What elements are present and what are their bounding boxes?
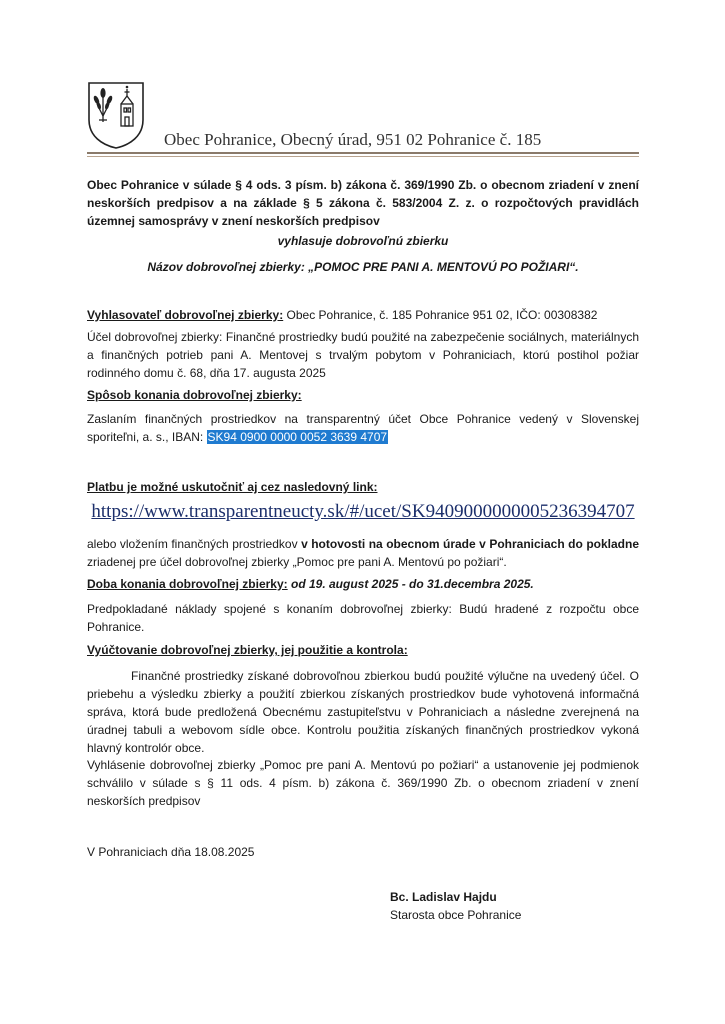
- iban-value[interactable]: SK94 0900 0000 0052 3639 4707: [207, 430, 388, 444]
- duration-value: od 19. august 2025 - do 31.decembra 2025.: [287, 577, 534, 591]
- cash-text-start: alebo vložením finančných prostriedkov: [87, 537, 302, 551]
- duration-line: [87, 575, 639, 593]
- transparent-account-link[interactable]: https://www.transparentneucty.sk/#/ucet/SK9409000000005236394707: [91, 501, 635, 522]
- intro-paragraph: Obec Pohranice v súlade § 4 ods. 3 písm. b) zákona č. 369/1990 Zb. o obecnom zriadení v znení neskorších predpisov a na základe § 5 zákona č. 583/2004 Z. z. o rozpočtových pravidlách územnej samosprávy v znení neskorších predpisov: [87, 178, 639, 228]
- method-paragraph: [87, 410, 639, 446]
- organizer-line: [87, 306, 639, 324]
- duration-label: Doba konania dobrovoľnej zbierky:: [87, 577, 288, 591]
- page-title: Obec Pohranice, Obecný úrad, 951 02 Pohranice č. 185: [164, 130, 542, 149]
- payment-heading: Platbu je možné uskutočniť aj cez nasledovný link:: [87, 480, 378, 494]
- place-date: V Pohraniciach dňa 18.08.2025: [87, 845, 255, 859]
- collection-name: Názov dobrovoľnej zbierky: „POMOC PRE PANI A. MENTOVÚ PO POŽIARI“.: [147, 260, 579, 274]
- header-divider-thin: [87, 156, 639, 157]
- coat-of-arms-icon: [86, 80, 146, 150]
- approval-paragraph: Vyhlásenie dobrovoľnej zbierky „Pomoc pre pani A. Mentovú po požiari“ a ustanovenie jej podmienok schválilo v súlade s § 11 ods. 4 písm. b) zákona č. 369/1990 Zb. o obecnom zriadení v znení neskorších predpisov: [87, 758, 639, 808]
- costs-paragraph: Predpokladané náklady spojené s konaním dobrovoľnej zbierky: Budú hradené z rozpočtu obce Pohranice.: [87, 602, 639, 634]
- organizer-value: Obec Pohranice, č. 185 Pohranice 951 02, IČO: 00308382: [283, 308, 598, 322]
- organizer-label: Vyhlasovateľ dobrovoľnej zbierky:: [87, 308, 284, 322]
- accounting-paragraph: Finančné prostriedky získané dobrovoľnou zbierkou budú použité výlučne na uvedený účel. O priebehu a výsledku zbierky a použití zbierkou získaných prostriedkov bude vyhotovená informačná správa, ktorá bude predložená Obecnému zastupiteľstvu v Pohraniciach a následne zverejnená na úradnej tabuli a webovom sídle obce. Kontrolu použitia získaných finančných prostriedkov vykoná hlavný kontrolór obce.: [87, 669, 639, 755]
- signatory-name: Bc. Ladislav Hajdu: [390, 890, 497, 904]
- method-heading: Spôsob konania dobrovoľnej zbierky:: [87, 388, 302, 402]
- header-divider: [87, 152, 639, 154]
- accounting-heading: Vyúčtovanie dobrovoľnej zbierky, jej použitie a kontrola:: [87, 643, 408, 657]
- purpose-paragraph: Účel dobrovoľnej zbierky: Finančné prostriedky budú použité na zabezpečenie sociálnych, materiálnych a finančných potrieb pani A. Mentovej s trvalým pobytom v Pohraniciach, ktorú postihol požiar rodinného domu č. 68, dňa 17. augusta 2025: [87, 330, 639, 380]
- signatory-role: Starosta obce Pohranice: [390, 908, 522, 922]
- announce-text: vyhlasuje dobrovoľnú zbierku: [277, 234, 449, 248]
- cash-paragraph: [87, 535, 639, 571]
- cash-text-bold: v hotovosti na obecnom úrade v Pohraniciach do pokladne: [301, 537, 639, 551]
- cash-text-end: zriadenej pre účel dobrovoľnej zbierky „Pomoc pre pani A. Mentovú po požiari“.: [87, 555, 507, 569]
- method-text: Zaslaním finančných prostriedkov na transparentný účet Obce Pohranice vedený v Slovenskej sporiteľni, a. s., IBAN:: [87, 412, 639, 444]
